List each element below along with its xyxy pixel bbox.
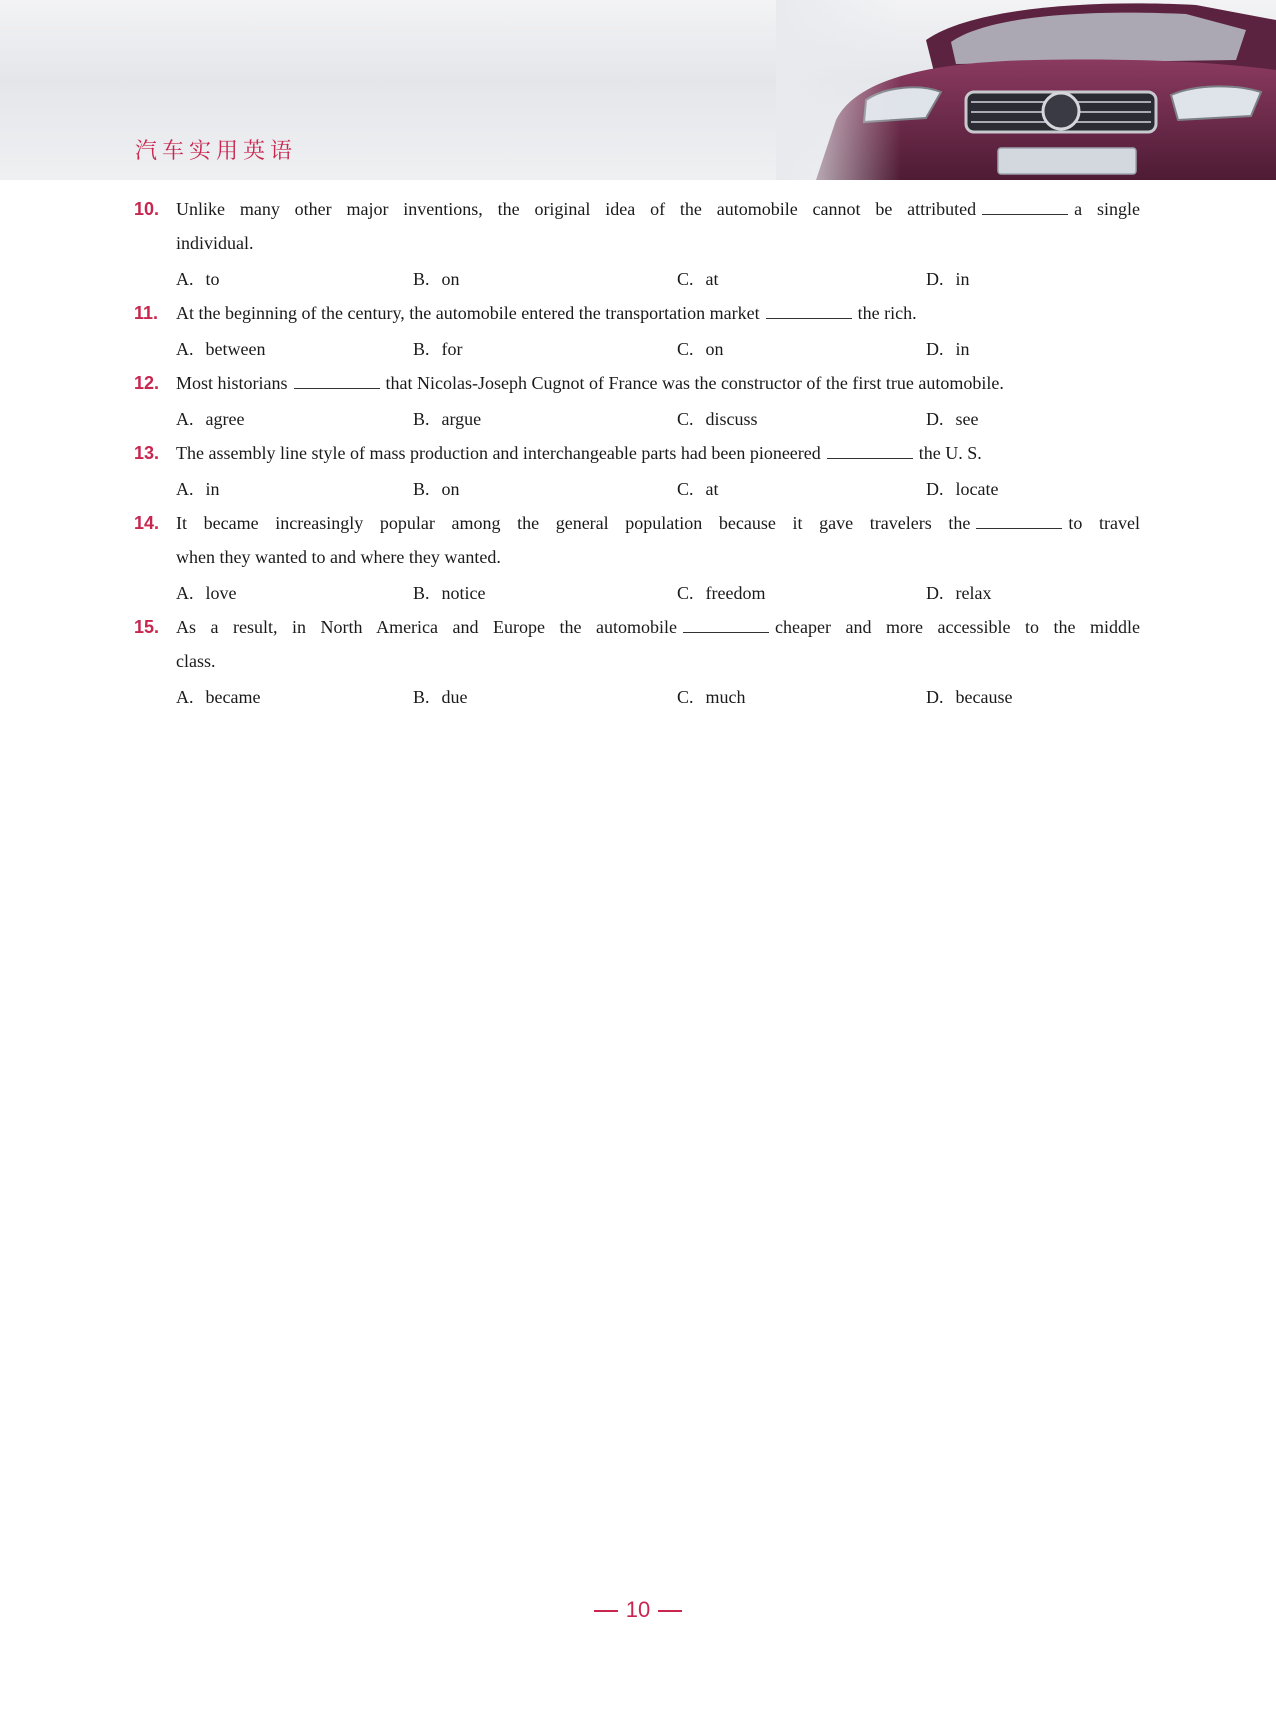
- option-c: C. freedom: [677, 583, 766, 603]
- option-c: C. much: [677, 687, 746, 707]
- option-d: D. see: [926, 409, 979, 429]
- option-d: D. in: [926, 269, 970, 289]
- dash-right: [658, 1610, 682, 1612]
- option-a: A. between: [176, 339, 266, 359]
- option-b: B. notice: [413, 583, 486, 603]
- question-number: 12.: [134, 373, 160, 393]
- question-14: [134, 506, 1140, 610]
- option-c: C. on: [677, 339, 724, 359]
- book-title: 汽车实用英语: [135, 139, 298, 164]
- option-b: B. due: [413, 687, 468, 707]
- header-banner: [0, 0, 1276, 180]
- option-row: [134, 576, 1140, 610]
- option-a: A. in: [176, 479, 220, 499]
- answer-blank: [976, 527, 1062, 529]
- option-c: C. at: [677, 479, 719, 499]
- option-c: C. discuss: [677, 409, 758, 429]
- option-d: D. in: [926, 339, 970, 359]
- option-row: [134, 262, 1140, 296]
- option-b: B. for: [413, 339, 463, 359]
- option-a: A. became: [176, 687, 261, 707]
- option-a: A. to: [176, 269, 220, 289]
- question-number: 15.: [134, 617, 160, 637]
- question-text-continuation: when they wanted to and where they wanted.: [176, 547, 501, 567]
- option-d: D. relax: [926, 583, 992, 603]
- question-text: Most historians that Nicolas-Joseph Cugnot of France was the constructor of the first true automobile.: [176, 373, 1004, 393]
- option-b: B. argue: [413, 409, 482, 429]
- option-d: D. because: [926, 687, 1013, 707]
- question-text: At the beginning of the century, the automobile entered the transportation market the rich.: [176, 303, 917, 323]
- option-row: [134, 680, 1140, 714]
- question-number: 11.: [134, 303, 159, 323]
- page-number-text: 10: [625, 1597, 651, 1622]
- answer-blank: [766, 317, 852, 319]
- question-12: [134, 366, 1140, 436]
- question-13: [134, 436, 1140, 506]
- question-15: [134, 610, 1140, 714]
- question-number: 14.: [134, 513, 160, 533]
- question-number: 13.: [134, 443, 160, 463]
- answer-blank: [683, 631, 769, 633]
- question-number: 10.: [134, 199, 160, 219]
- question-10: [134, 192, 1140, 296]
- option-a: A. agree: [176, 409, 245, 429]
- question-text: The assembly line style of mass production and interchangeable parts had been pioneered the U. S.: [176, 443, 982, 463]
- question-text-continuation: individual.: [176, 233, 254, 253]
- option-row: [134, 472, 1140, 506]
- question-11: [134, 296, 1140, 366]
- option-a: A. love: [176, 583, 237, 603]
- question-text: As a result, in North America and Europe the automobile cheaper and more accessible to the middle: [176, 617, 1140, 637]
- option-row: [134, 402, 1140, 436]
- option-b: B. on: [413, 269, 460, 289]
- question-list: [134, 192, 1140, 714]
- answer-blank: [294, 387, 380, 389]
- car-photo: [776, 0, 1276, 180]
- question-text: It became increasingly popular among the general population because it gave travelers the to travel: [176, 513, 1140, 533]
- question-text-continuation: class.: [176, 651, 216, 671]
- answer-blank: [827, 457, 913, 459]
- option-row: [134, 332, 1140, 366]
- question-text: Unlike many other major inventions, the original idea of the automobile cannot be attributed a single: [176, 199, 1140, 219]
- option-b: B. on: [413, 479, 460, 499]
- page-number: [0, 1597, 1276, 1623]
- option-c: C. at: [677, 269, 719, 289]
- option-d: D. locate: [926, 479, 999, 499]
- answer-blank: [982, 213, 1068, 215]
- dash-left: [594, 1610, 618, 1612]
